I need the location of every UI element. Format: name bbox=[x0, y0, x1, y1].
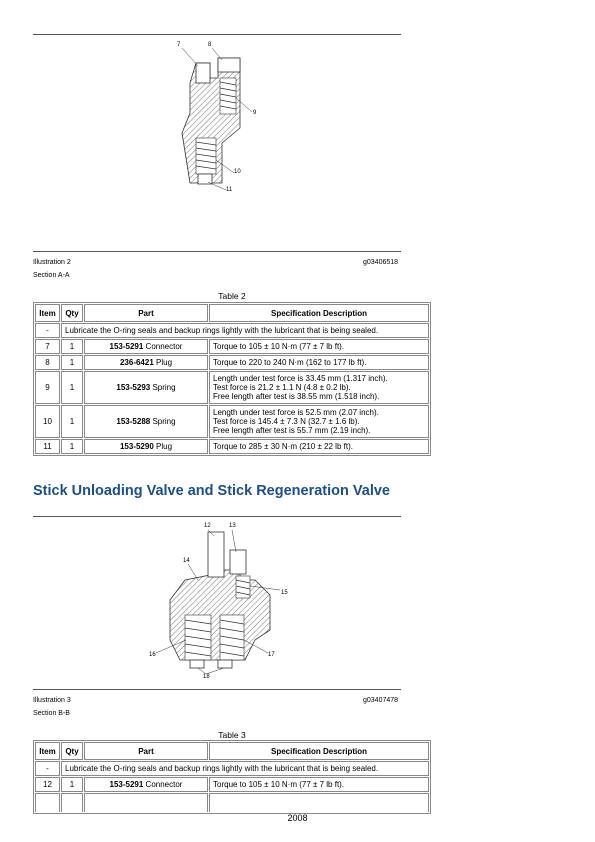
callout-10: 10 bbox=[234, 169, 241, 175]
part-number: 153-5293 bbox=[116, 383, 151, 392]
part-number: 153-5291 bbox=[109, 342, 144, 351]
spec-line: Free length after test is 38.55 mm (1.518 inch). bbox=[213, 392, 380, 401]
table-note-row bbox=[35, 761, 429, 776]
illustration-label: Illustration 2 bbox=[33, 259, 71, 266]
table-row bbox=[35, 439, 429, 454]
section-label: Section B-B bbox=[33, 710, 70, 717]
spec-line: Length under test force is 52.5 mm (2.07 inch). bbox=[213, 408, 379, 417]
row-spec bbox=[209, 405, 429, 438]
callout-7: 7 bbox=[177, 42, 181, 48]
row-item: 9 bbox=[35, 371, 60, 404]
part-name: Spring bbox=[150, 417, 176, 426]
section-a-a-illustration bbox=[160, 38, 270, 198]
row-qty: 1 bbox=[61, 339, 83, 354]
row-part bbox=[84, 405, 208, 438]
section-label: Section A-A bbox=[33, 272, 70, 279]
callout-12: 12 bbox=[204, 523, 211, 529]
part-number: 153-5288 bbox=[116, 417, 151, 426]
note-text: Lubricate the O-ring seals and backup rings lightly with the lubricant that is being sealed. bbox=[61, 323, 429, 338]
row-spec bbox=[209, 371, 429, 404]
col-part: Part bbox=[84, 742, 208, 760]
row-spec: Torque to 105 ± 10 N·m (77 ± 7 lb ft). bbox=[209, 339, 429, 354]
row-item: 12 bbox=[35, 777, 60, 792]
spec-table-2 bbox=[33, 302, 431, 456]
row-part bbox=[84, 777, 208, 792]
row-qty: 1 bbox=[61, 439, 83, 454]
col-item: Item bbox=[35, 304, 60, 322]
illustration-code: g03406518 bbox=[363, 259, 399, 266]
figure-rule bbox=[33, 689, 401, 690]
row-spec bbox=[209, 793, 429, 812]
row-part bbox=[84, 793, 208, 812]
table-header-row bbox=[35, 304, 429, 322]
col-item: Item bbox=[35, 742, 60, 760]
row-qty: 1 bbox=[61, 371, 83, 404]
row-item bbox=[35, 793, 60, 812]
note-item: - bbox=[35, 323, 60, 338]
table-header-row bbox=[35, 742, 429, 760]
callout-13: 13 bbox=[229, 523, 236, 529]
top-rule bbox=[33, 34, 401, 35]
row-spec: Torque to 105 ± 10 N·m (77 ± 7 lb ft). bbox=[209, 777, 429, 792]
table-note-row bbox=[35, 323, 429, 338]
row-spec: Torque to 220 to 240 N·m (162 to 177 lb ft). bbox=[209, 355, 429, 370]
note-item: - bbox=[35, 761, 60, 776]
row-qty: 1 bbox=[61, 355, 83, 370]
row-item: 11 bbox=[35, 439, 60, 454]
row-qty: 1 bbox=[61, 405, 83, 438]
callout-11: 11 bbox=[226, 187, 233, 193]
callout-15: 15 bbox=[281, 590, 288, 596]
callout-16: 16 bbox=[149, 652, 156, 658]
callout-8: 8 bbox=[208, 42, 212, 48]
table-row bbox=[35, 793, 429, 812]
illustration-label: Illustration 3 bbox=[33, 697, 71, 704]
row-part bbox=[84, 355, 208, 370]
part-name: Connector bbox=[143, 342, 183, 351]
part-number: 153-5290 bbox=[119, 442, 154, 451]
row-item: 7 bbox=[35, 339, 60, 354]
part-name: Plug bbox=[153, 358, 173, 367]
col-qty: Qty bbox=[61, 742, 83, 760]
callout-17: 17 bbox=[268, 652, 275, 658]
spec-table-3 bbox=[33, 740, 431, 814]
col-spec: Specification Description bbox=[209, 742, 429, 760]
page-number: 2008 bbox=[287, 813, 308, 823]
table-row bbox=[35, 339, 429, 354]
table-caption: Table 3 bbox=[218, 730, 246, 740]
spec-line: Test force is 145.4 ± 7.3 N (32.7 ± 1.6 lb). bbox=[213, 417, 360, 426]
col-qty: Qty bbox=[61, 304, 83, 322]
section-b-b-illustration bbox=[140, 520, 300, 685]
col-part: Part bbox=[84, 304, 208, 322]
callout-14: 14 bbox=[183, 558, 190, 564]
part-name: Spring bbox=[150, 383, 176, 392]
table-row bbox=[35, 405, 429, 438]
top-rule bbox=[33, 516, 401, 517]
callout-18: 18 bbox=[203, 674, 210, 680]
figure-rule bbox=[33, 251, 401, 252]
illustration-code: g03407478 bbox=[363, 697, 399, 704]
callout-9: 9 bbox=[253, 110, 257, 116]
row-qty bbox=[61, 793, 83, 812]
row-part bbox=[84, 371, 208, 404]
col-spec: Specification Description bbox=[209, 304, 429, 322]
row-qty: 1 bbox=[61, 777, 83, 792]
row-item: 10 bbox=[35, 405, 60, 438]
part-name: Plug bbox=[153, 442, 173, 451]
table-row bbox=[35, 777, 429, 792]
note-text: Lubricate the O-ring seals and backup rings lightly with the lubricant that is being sealed. bbox=[61, 761, 429, 776]
part-number: 236-6421 bbox=[119, 358, 154, 367]
table-row bbox=[35, 371, 429, 404]
spec-line: Test force is 21.2 ± 1.1 N (4.8 ± 0.2 lb). bbox=[213, 383, 351, 392]
spec-line: Length under test force is 33.45 mm (1.317 inch). bbox=[213, 374, 388, 383]
table-caption: Table 2 bbox=[218, 291, 246, 301]
table-row bbox=[35, 355, 429, 370]
row-spec: Torque to 285 ± 30 N·m (210 ± 22 lb ft). bbox=[209, 439, 429, 454]
part-number: 153-5291 bbox=[109, 780, 144, 789]
row-item: 8 bbox=[35, 355, 60, 370]
part-name: Connector bbox=[143, 780, 183, 789]
section-heading: Stick Unloading Valve and Stick Regeneration Valve bbox=[33, 483, 390, 499]
row-part bbox=[84, 439, 208, 454]
spec-line: Free length after test is 55.7 mm (2.19 inch). bbox=[213, 426, 371, 435]
row-part bbox=[84, 339, 208, 354]
